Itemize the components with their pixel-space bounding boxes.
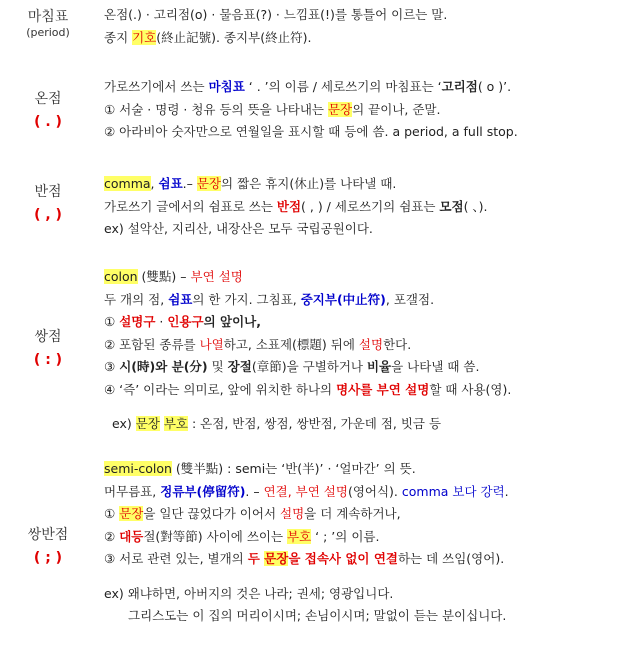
definition [104,4,620,49]
definition-line: ① 설명구 · 인용구의 앞이나, [104,314,261,329]
definition-line: colon (雙點) – 부연 설명 [104,269,243,284]
term-title: 마침표 [27,9,69,25]
definition-line: 두 개의 점, 쉼표의 한 가지. 그침표, 중지부(中止符), 포갤점. [104,291,435,307]
term-label [0,526,96,568]
definition-line: ② 포함된 종류를 나열하고, 소표제(標題) 뒤에 설명한다. [104,336,412,352]
highlight: 문장 [119,506,144,521]
example-line: 그리스도는 이 집의 머리이시며; 손님이시며; 말없이 듣는 분이십니다. [128,608,507,623]
term-title: 온점 [34,91,62,107]
definition-line: ④ ‘즉’ 이라는 의미로, 앞에 위치한 하나의 명사를 부연 설명할 때 사용(영). [104,381,512,397]
highlight: 부호 [163,416,189,431]
definition-line: ③ 시(時)와 분(分) 및 장절(章節)을 구별하거나 비율을 나타낼 때 씀. [104,359,480,374]
highlight: 문장 [135,416,160,431]
term-symbol: ( : ) [33,352,63,368]
term-symbol: ( . ) [34,114,62,130]
definition-line: ③ 서로 관련 있는, 별개의 두 문장을 접속사 없이 연결하는 데 쓰임(영어). [104,551,505,566]
term-subtitle: (period) [26,26,70,39]
term-symbol: ( , ) [34,207,62,223]
highlight: 부호 [287,528,312,544]
definition-line: comma, 쉼표.– 문장의 짧은 휴지(休止)를 나타낼 때. [104,176,397,191]
term-symbol: ( ; ) [33,550,63,566]
term-title: 쌍점 [34,329,62,345]
definition-line: 종지 기호(終止記號). 종지부(終止符). [104,29,312,45]
definition-line: 머무름표, 정류부(停留符). – 연결, 부연 설명(영어식). comma 보다 강력. [104,483,509,499]
example-line: ex) 왜냐하면, 아버지의 것은 나라; 권세; 영광입니다. [104,585,394,601]
term-title: 쌍반점 [27,527,69,543]
definition-line: 온점(.) · 고리점(o) · 물음표(?) · 느낌표(!)를 통틀어 이르는 말. [104,7,448,22]
example-line: ex) 문장 부호 : 온점, 반점, 쌍점, 쌍반점, 가운데 점, 빗금 등 [112,416,442,431]
definition [104,76,620,144]
definition [104,458,620,628]
definition-line: 가로쓰기에서 쓰는 마침표 ‘ . ’의 이름 / 세로쓰기의 마침표는 ‘고리점( o )’. [104,79,512,94]
definition-line: 가로쓰기 글에서의 쉼표로 쓰는 반점( , ) / 세로쓰기의 쉼표는 모점( 、). [104,198,488,214]
term-label [0,183,96,225]
definition [104,173,620,241]
highlight: semi-colon [104,461,172,476]
definition-line: ② 대등절(對等節) 사이에 쓰이는 부호 ‘ ; ’의 이름. [104,528,380,544]
highlight: 문장 [196,176,222,191]
definition [104,266,620,436]
definition-line: ① 문장을 일단 끊었다가 이어서 설명을 더 계속하거나, [104,506,401,521]
highlight: comma [104,176,151,191]
term-title: 반점 [34,184,62,200]
term-label [0,90,96,132]
definition-line: ② 아라비아 숫자만으로 연월일을 표시할 때 등에 씀. a period, a full stop. [104,124,518,139]
highlight: 문장 [264,551,289,566]
definition-line: ex) 설악산, 지리산, 내장산은 모두 국립공원이다. [104,221,373,236]
highlight: 문장 [327,101,353,117]
definition-line: ① 서술 · 명령 · 청유 등의 뜻을 나타내는 문장의 끝이나, 준말. [104,101,441,117]
highlight: colon [104,269,138,284]
term-label [0,8,96,40]
definition-line: semi-colon (雙半點) : semi는 ‘반(半)’ · ‘얼마간’ 의 뜻. [104,461,416,476]
term-label [0,328,96,370]
highlight: 기호 [132,29,157,45]
